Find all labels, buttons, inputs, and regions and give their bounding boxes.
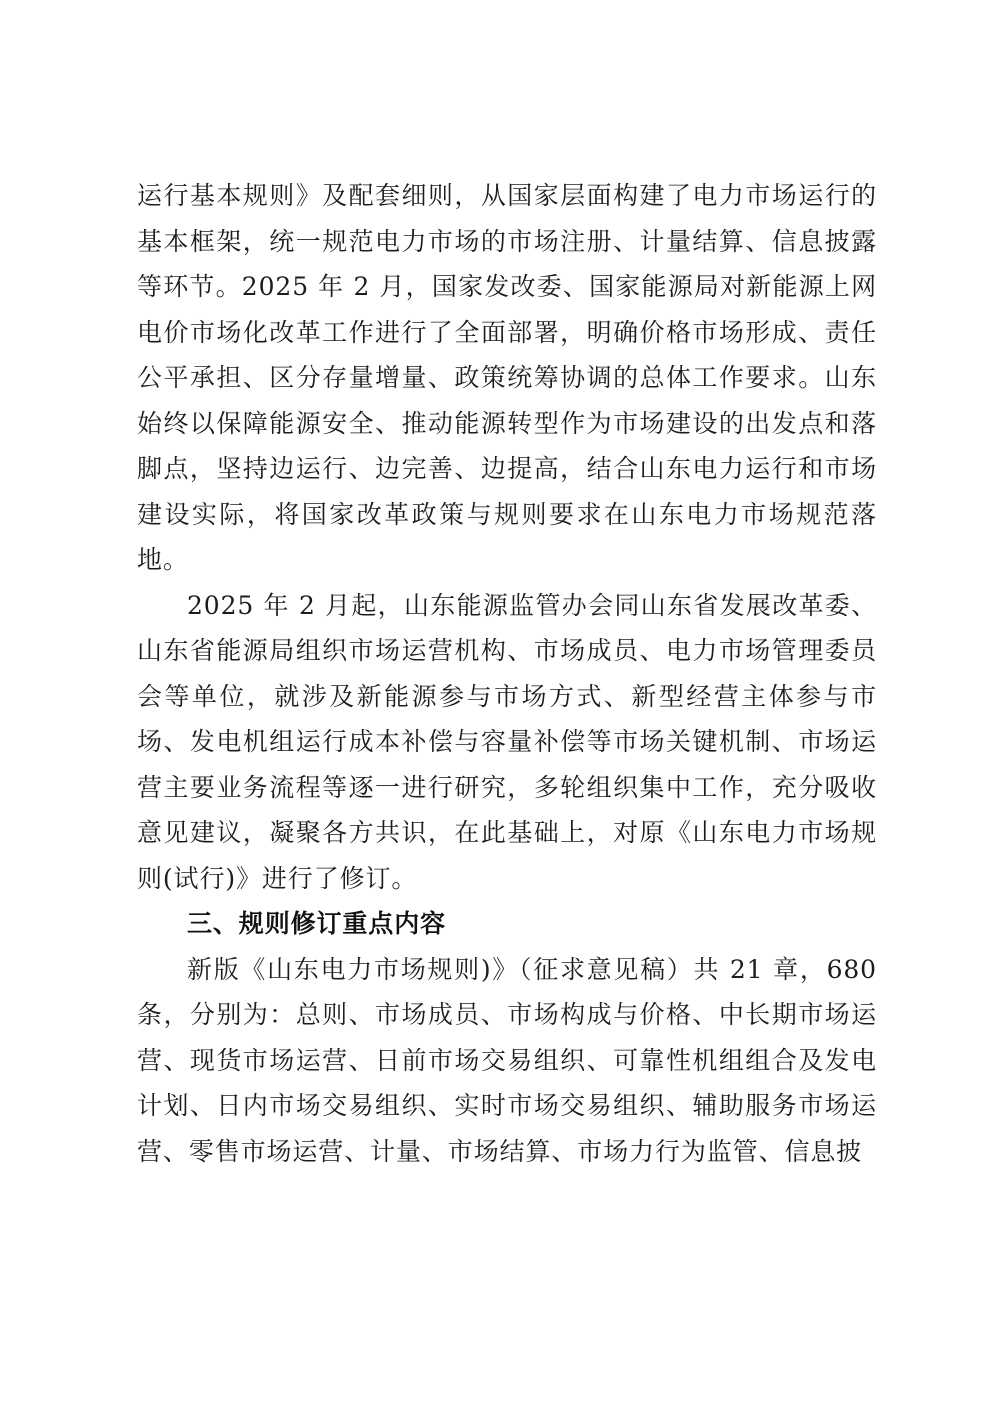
paragraph-revision-process: 2025 年 2 月起，山东能源监管办会同山东省发展改革委、山东省能源局组织市场运营机构、市场成员、电力市场管理委员会等单位，就涉及新能源参与市场方式、新型经营主体参与市场、发电机组运行成本补偿与容量补偿等市场关键机制、市场运营主要业务流程等逐一进行研究，多轮组织集中工作，充分吸收意见建议，凝聚各方共识，在此基础上，对原《山东电力市场规则(试行)》进行了修订。	[137, 590, 877, 893]
section-heading-key-revisions: 三、规则修订重点内容	[187, 909, 447, 938]
paragraph-rules-structure: 新版《山东电力市场规则)》（征求意见稿）共 21 章，680 条，分别为：总则、市场成员、市场构成与价格、中长期市场运营、现货市场运营、日前市场交易组织、可靠性机组组合及发电计划、日内市场交易组织、实时市场交易组织、辅助服务市场运营、零售市场运营、计量、市场结算、市场力行为监管、信息披	[137, 954, 877, 1166]
paragraph-background-continued: 运行基本规则》及配套细则，从国家层面构建了电力市场运行的基本框架，统一规范电力市场的市场注册、计量结算、信息披露等环节。2025 年 2 月，国家发改委、国家能源局对新能源上网电价市场化改革工作进行了全面部署，明确价格市场形成、责任公平承担、区分存量增量、政策统筹协调的总体工作要求。山东始终以保障能源安全、推动能源转型作为市场建设的出发点和落脚点，坚持边运行、边完善、边提高，结合山东电力运行和市场建设实际，将国家改革政策与规则要求在山东电力市场规范落地。	[137, 181, 877, 574]
page-body	[137, 173, 877, 1174]
